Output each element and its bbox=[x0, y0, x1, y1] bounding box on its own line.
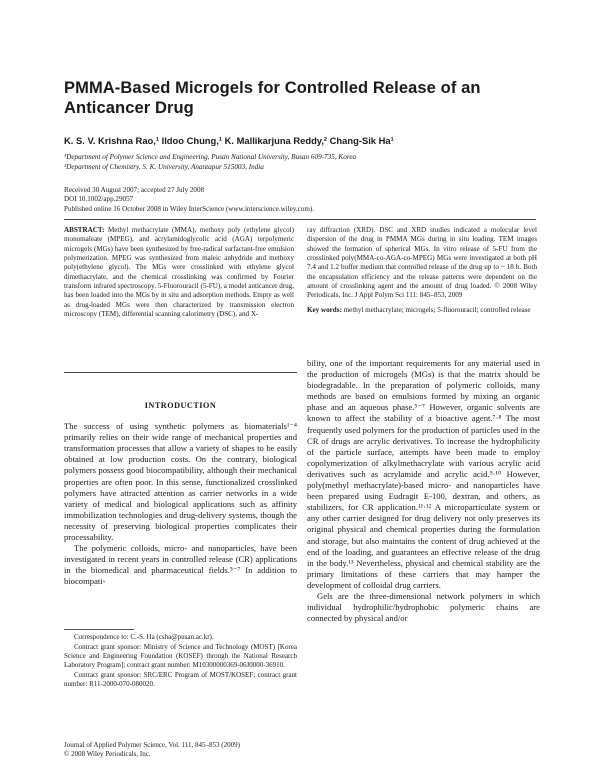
doi: DOI 10.1002/app.29057 bbox=[64, 195, 134, 204]
abstract-text-left: Methyl methacrylate (MMA), methoxy poly (ethylene glycol) monomaleate (MPEG), and acrylamidoglycolic acid (AGA) terpolymeric microgels (MGs) have been synthesized by free-radical surfactant-free emulsion polymerization. MPEG was synthesized from maleic anhydride and methoxy poly(ethylene glycol). The MGs were crosslinked with ethylene glycol dimethacrylate, and the chemical crosslinking was confirmed by Fourier transform infrared spectroscopy. 5-Fluorouracil (5-FU), a model anticancer drug, has been loaded into the MGs by in situ and adsorption methods. Empty as well as drug-loaded MGs were then characterized by transmission electron microscopy (TEM), differential scanning calorimetry (DSC), and X- bbox=[64, 226, 294, 319]
journal-footer bbox=[64, 741, 297, 759]
keywords bbox=[307, 306, 537, 315]
correspondence-note: Correspondence to: C.-S. Ha (csha@pusan.ac.kr). bbox=[74, 633, 214, 641]
top-rule bbox=[64, 219, 536, 220]
copyright-line: © 2008 Wiley Periodicals, Inc. bbox=[64, 750, 151, 758]
received-date: Received 30 August 2007; accepted 27 July 2008 bbox=[64, 186, 205, 194]
keywords-label: Key words: bbox=[307, 305, 342, 314]
publication-history bbox=[64, 186, 544, 214]
intro-paragraph-3: bility, one of the important requirements for any material used in the production of microgels (MGs) is that the matrix should be biodegradable. In the preparation of polymeric colloids, many methods are based on emulsions formed by mixing an organic phase and an aqueous phase.⁵⁻⁷ However, organic solvents are known to affect the stability of a bioactive agent.⁷·⁸ The most frequently used polymers for the production of particles used in the CR of drugs are acrylic derivatives. To increase the hydrophilicity of the particle surface, attempts have been made to employ copolymerization of alkylmethacrylate with various acrylic acid derivatives such as acrylamide and acrylic acid.⁹·¹⁰ However, poly(methyl methacrylate)-based micro- and nanoparticles have been prepared using Eudragit E-100, dextran, and others, as stabilizers, for CR application.¹¹·¹² A microparticulate system or any other carrier designed for drug delivery not only preserves its original physical and chemical properties during the formulation and storage, but also maintains the content of drug achieved at the end of the loading, and guarantees an effective release of the drug in the body.¹³ Nevertheless, physical and chemical stability are the primary limitations of these carriers that may hamper the development of colloidal drug carriers. bbox=[307, 358, 540, 590]
paper-title: PMMA-Based Microgels for Controlled Release of an Anticancer Drug bbox=[64, 79, 481, 117]
intro-paragraph-1: The success of using synthetic polymers as biomaterials¹⁻⁴ primarily relies on their wide range of mechanical properties and transformation processes that allow a variety of shapes to be easily obtained at low production costs. On the contrary, biological polymers possess good biocompatibility, although their mechanical properties are often poor. In this sense, functionalized crosslinked polymers have attracted attention as carrier networks in a wide variety of medical and biological applications such as affinity immobilization technologies and drug-delivery systems, though the necessity of preserving biological properties complicates their processability. bbox=[64, 421, 297, 543]
journal-citation: Journal of Applied Polymer Science, Vol. 111, 845–853 (2009) bbox=[64, 741, 240, 749]
abstract-label: ABSTRACT: bbox=[64, 226, 105, 234]
affiliations bbox=[64, 153, 544, 172]
affiliation-2: ²Department of Chemistry, S. K. University, Anantapur 515003, India bbox=[64, 162, 264, 171]
abstract-text-right: ray diffraction (XRD). DSC and XRD studies indicated a molecular level dispersion of the drug in PMMA MGs during in situ loading. TEM images showed the formation of spherical MGs. In vitro release of 5-FU from the crosslinked poly(MMA-co-AGA-co-MPEG) MGs were investigated at both pH 7.4 and 1.2 buffer medium that controlled release of the drug up to ~ 18 h. Both the encapsulation efficiency and the release patterns were dependent on the amount of crosslinking agent and the amount of drug loaded. © 2008 Wiley Periodicals, Inc. J Appl Polym Sci 111: 845–853, 2009 bbox=[307, 226, 537, 300]
keywords-text: methyl methacrylate; microgels; 5-fluorouracil; controlled release bbox=[343, 305, 531, 314]
author-list: K. S. V. Krishna Rao,¹ Ildoo Chung,¹ K. Mallikarjuna Reddy,² Chang-Sik Ha¹ bbox=[64, 135, 394, 146]
abstract-right-column bbox=[307, 226, 537, 315]
intro-heading: INTRODUCTION bbox=[144, 401, 217, 410]
published-online: Published online 16 October 2008 in Wiley InterScience (www.interscience.wiley.com). bbox=[64, 204, 315, 213]
abstract-bottom-rule bbox=[64, 372, 297, 373]
footnote-rule bbox=[64, 629, 134, 630]
footnotes bbox=[64, 633, 297, 690]
grant-note-1: Contract grant sponsor: Ministry of Science and Technology (MOST) [Korea Science and Engineering Foundation (KOSEF) through the National Research Laboratory Program]; contract grant number: M10300000369-06J0000-36910. bbox=[64, 643, 297, 669]
affiliation-1: ¹Department of Polymer Science and Engineering, Pusan National University, Busan 609-735, Korea bbox=[64, 153, 357, 161]
body-right-column bbox=[307, 358, 540, 624]
intro-paragraph-4: Gels are the three-dimensional network polymers in which individual hydrophilic/hydrophobic polymeric chains are connected by physical and/or bbox=[307, 590, 540, 624]
intro-paragraph-2: The polymeric colloids, micro- and nanoparticles, have been investigated in recent years in controlled release (CR) applications in the biomedical and pharmaceutical fields.⁵⁻⁷ In addition to biocompati- bbox=[64, 543, 297, 587]
body-left-column bbox=[64, 400, 297, 588]
grant-note-2: Contract grant sponsor: SRC/ERC Program of MOST/KOSEF; contract grant number: R11-2000-070-080020. bbox=[64, 671, 297, 688]
abstract-left-column bbox=[64, 226, 294, 319]
